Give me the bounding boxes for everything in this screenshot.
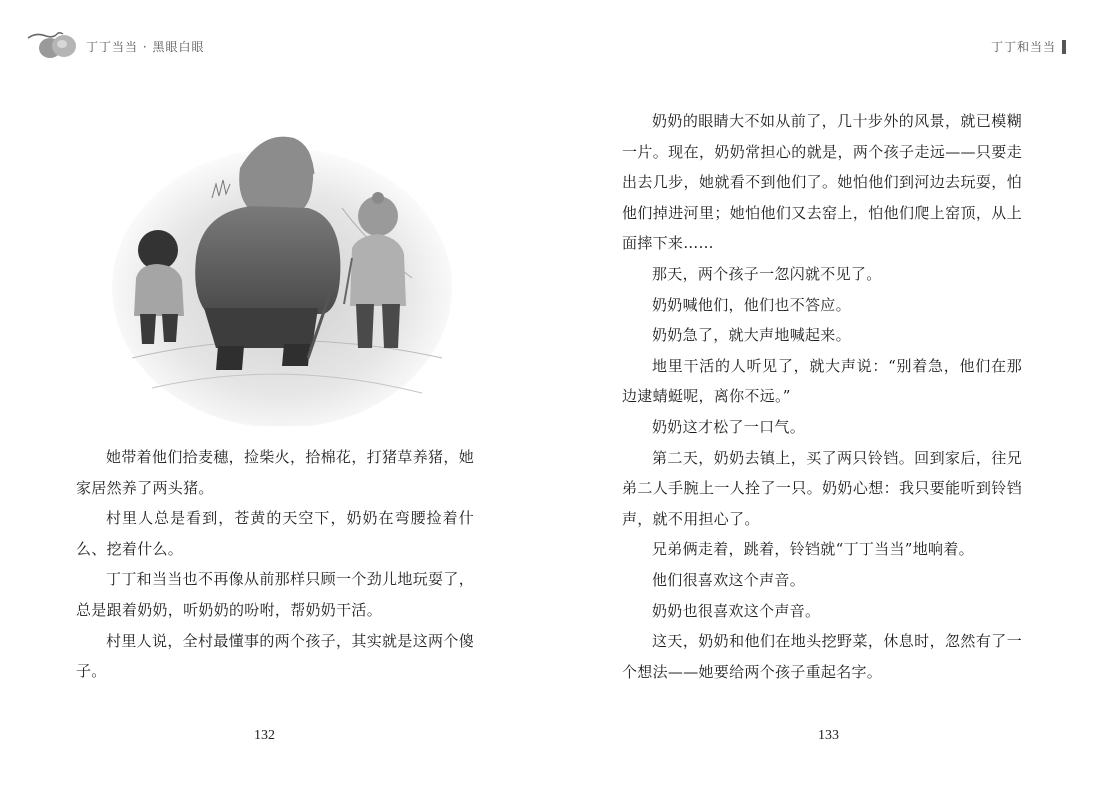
book-title: 丁丁和当当 (990, 40, 1056, 54)
running-header-left (26, 28, 204, 64)
series-title: 丁丁当当 · 黑眼白眼 (86, 39, 205, 54)
paragraph: 第二天，奶奶去镇上，买了两只铃铛。回到家后，往兄弟二人手腕上一人拴了一只。奶奶心想：我只要能听到铃铛声，就不用担心了。 (622, 448, 1022, 528)
paragraph: 奶奶的眼睛大不如从前了，几十步外的风景，就已模糊一片。现在，奶奶常担心的就是，两个孩子走远——只要走出去几步，她就看不到他们了。她怕他们到河边去玩耍，怕他们掉进河里；她怕他们又去窑上，怕他们爬上窑顶，从上面摔下来…… (622, 112, 1022, 253)
paragraph: 奶奶这才松了一口气。 (652, 417, 806, 436)
grandmother-and-children-illustration (112, 108, 452, 426)
paragraph: 那天，两个孩子一忽闪就不见了。 (652, 264, 882, 283)
page-number-right: 133 (818, 728, 839, 743)
paragraph: 村里人说，全村最懂事的两个孩子，其实就是这两个傻子。 (76, 631, 474, 681)
paragraph: 他们很喜欢这个声音。 (652, 570, 806, 589)
running-header-right (991, 38, 1066, 55)
header-bar-mark (1062, 40, 1066, 54)
paragraph: 兄弟俩走着，跳着，铃铛就“丁丁当当”地响着。 (652, 540, 974, 559)
paragraph: 丁丁和当当也不再像从前那样只顾一个劲儿地玩耍了，总是跟着奶奶，听奶奶的吩咐，帮奶奶干活。 (76, 570, 474, 619)
right-body-text (622, 106, 1022, 687)
right-page (548, 0, 1096, 786)
gourd-logo-icon (26, 28, 82, 64)
paragraph: 奶奶急了，就大声地喊起来。 (652, 326, 851, 345)
page-number-left: 132 (254, 728, 275, 743)
paragraph: 她带着他们拾麦穗，捡柴火，拾棉花，打猪草养猪，她家居然养了两头猪。 (76, 448, 474, 497)
paragraph: 奶奶喊他们，他们也不答应。 (652, 295, 851, 314)
paragraph: 地里干活的人听见了，就大声说：“别着急，他们在那边逮蜻蜓呢，离你不远。” (622, 356, 1022, 406)
paragraph: 这天，奶奶和他们在地头挖野菜，休息时，忽然有了一个想法——她要给两个孩子重起名字。 (622, 632, 1022, 681)
left-body-text (76, 442, 474, 687)
paragraph: 村里人总是看到，苍黄的天空下，奶奶在弯腰捡着什么、挖着什么。 (76, 509, 474, 558)
paragraph: 奶奶也很喜欢这个声音。 (652, 601, 821, 620)
